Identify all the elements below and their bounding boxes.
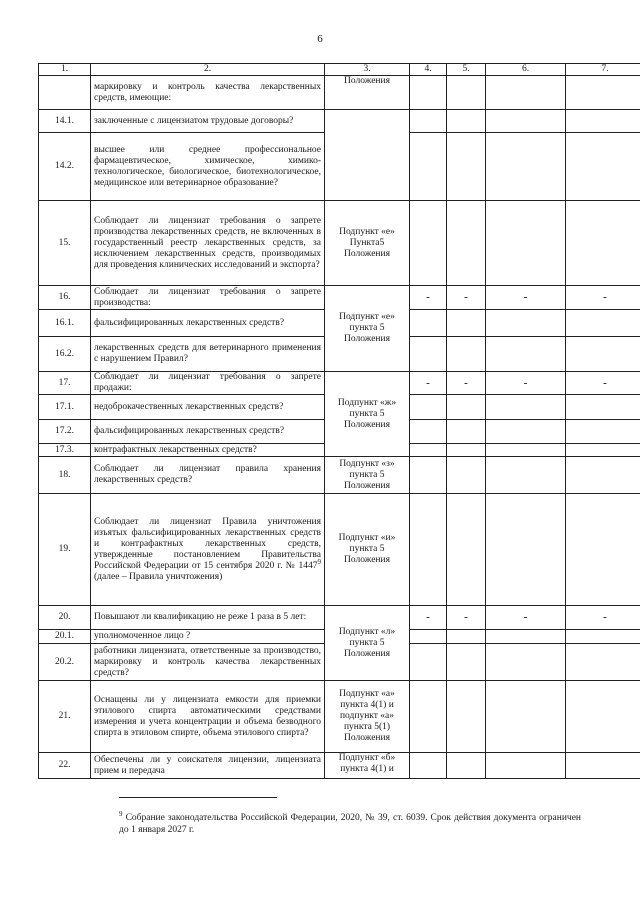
header-col-7: 7. <box>566 64 640 76</box>
row-number: 20.2. <box>39 644 91 681</box>
row-number: 21. <box>39 681 91 753</box>
table-row <box>39 76 640 110</box>
not-applicable-dash: - <box>410 606 447 630</box>
not-applicable-dash: - <box>410 286 447 310</box>
row-question: работники лицензиата, ответственные за производство, маркировку и контроль качества лекарственных средств? <box>91 644 325 681</box>
row-number <box>39 76 91 110</box>
row-question: лекарственных средств для ветеринарного применения с нарушением Правил? <box>91 337 325 372</box>
row-question: Соблюдает ли лицензиат правила хранения лекарственных средств? <box>91 457 325 494</box>
row-reference: Подпункт «ж» пункта 5 Положения <box>325 372 410 457</box>
not-applicable-dash: - <box>410 372 447 395</box>
table-row <box>39 606 640 630</box>
row-number: 16. <box>39 286 91 310</box>
row-question: Соблюдает ли лицензиат требования о запрете продажи: <box>91 372 325 395</box>
table-row <box>39 110 640 133</box>
row-number: 17.3. <box>39 444 91 457</box>
row-question-tail: (далее – Правила уничтожения) <box>94 571 223 582</box>
not-applicable-dash: - <box>566 286 640 310</box>
row-question: Соблюдает ли лицензиат требования о запрете производства лекарственных средств, не включенных в государственный реестр лекарственных средств, за исключением лекарственных средств, производимых для проведения клинических исследований и экспорта? <box>91 201 325 286</box>
not-applicable-dash: - <box>447 606 486 630</box>
header-col-6: 6. <box>486 64 566 76</box>
row-number: 16.1. <box>39 310 91 337</box>
row-number: 19. <box>39 494 91 606</box>
footnote-reference: 9 <box>317 557 321 566</box>
table-row <box>39 201 640 286</box>
row-number: 20. <box>39 606 91 630</box>
row-reference: Положения <box>325 76 410 110</box>
not-applicable-dash: - <box>486 372 566 395</box>
page-number: 6 <box>317 33 323 45</box>
header-col-4: 4. <box>410 64 447 76</box>
header-col-5: 5. <box>447 64 486 76</box>
row-number: 16.2. <box>39 337 91 372</box>
row-reference: Подпункт «з» пункта 5 Положения <box>325 457 410 494</box>
row-question: уполномоченное лицо ? <box>91 630 325 644</box>
row-question: фальсифицированных лекарственных средств? <box>91 420 325 444</box>
row-number: 17.2. <box>39 420 91 444</box>
row-question: высшее или среднее профессиональное фармацевтическое, химическое, химико-технологическое, биологическое, биотехнологическое, медицинское или ветеринарное образование? <box>91 133 325 201</box>
not-applicable-dash: - <box>486 606 566 630</box>
footnote-text: Собрание законодательства Российской Федерации, 2020, № 39, ст. 6039. Срок действия документа ограничен до 1 января 2027 г. <box>119 813 581 835</box>
row-question: заключенные с лицензиатом трудовые договоры? <box>91 110 325 133</box>
table-row <box>39 681 640 753</box>
row-reference: Подпункт «а» пункта 4(1) и подпункт «а» пункта 5(1) Положения <box>325 681 410 753</box>
row-question: Оснащены ли у лицензиата емкости для приемки этилового спирта автоматическими средствами измерения и учета концентрации и объема безводного спирта в этиловом спирте, объема этилового спирта? <box>91 681 325 753</box>
row-question: фальсифицированных лекарственных средств? <box>91 310 325 337</box>
not-applicable-dash: - <box>486 286 566 310</box>
row-number: 20.1. <box>39 630 91 644</box>
row-number: 15. <box>39 201 91 286</box>
row-question: маркировку и контроль качества лекарственных средств, имеющие: <box>91 76 325 110</box>
row-reference: Подпункт «и» пункта 5 Положения <box>325 494 410 606</box>
row-question: Повышают ли квалификацию не реже 1 раза в 5 лет: <box>91 606 325 630</box>
not-applicable-dash: - <box>447 372 486 395</box>
row-number: 14.2. <box>39 133 91 201</box>
footnote-marker: 9 <box>119 809 123 818</box>
row-reference: Подпункт «л» пункта 5 Положения <box>325 606 410 681</box>
header-col-2: 2. <box>91 64 325 76</box>
table-row <box>39 286 640 310</box>
table-row <box>39 372 640 395</box>
row-number: 17. <box>39 372 91 395</box>
row-question: недоброкачественных лекарственных средств? <box>91 395 325 420</box>
table-row <box>39 494 640 606</box>
header-col-3: 3. <box>325 64 410 76</box>
header-col-1: 1. <box>39 64 91 76</box>
row-question: контрафактных лекарственных средств? <box>91 444 325 457</box>
row-reference: Подпункт «б» пункта 4(1) и <box>325 753 410 779</box>
table-row <box>39 753 640 779</box>
row-number: 17.1. <box>39 395 91 420</box>
row-number: 14.1. <box>39 110 91 133</box>
row-question: Обеспечены ли у соискателя лицензии, лицензиата прием и передача <box>91 753 325 779</box>
not-applicable-dash: - <box>566 606 640 630</box>
header-row <box>39 64 640 76</box>
row-question-text: Соблюдает ли лицензиат Правила уничтожения изъятых фальсифицированных лекарственных средств и контрафактных лекарственных средств, утвержденные постановлением Правительства Российской Федерации от 15 сентября 2020 г. № 1447 <box>94 516 321 571</box>
footnote <box>119 809 581 836</box>
row-question: Соблюдает ли лицензиат требования о запрете производства: <box>91 286 325 310</box>
checklist-table <box>38 63 640 779</box>
row-number: 18. <box>39 457 91 494</box>
row-question <box>91 494 325 606</box>
footnote-divider <box>119 797 277 798</box>
not-applicable-dash: - <box>566 372 640 395</box>
row-number: 22. <box>39 753 91 779</box>
not-applicable-dash: - <box>447 286 486 310</box>
table-row <box>39 457 640 494</box>
row-reference: Подпункт «е» пункта 5 Положения <box>325 286 410 372</box>
row-reference: Подпункт «е» Пункта5 Положения <box>325 201 410 286</box>
